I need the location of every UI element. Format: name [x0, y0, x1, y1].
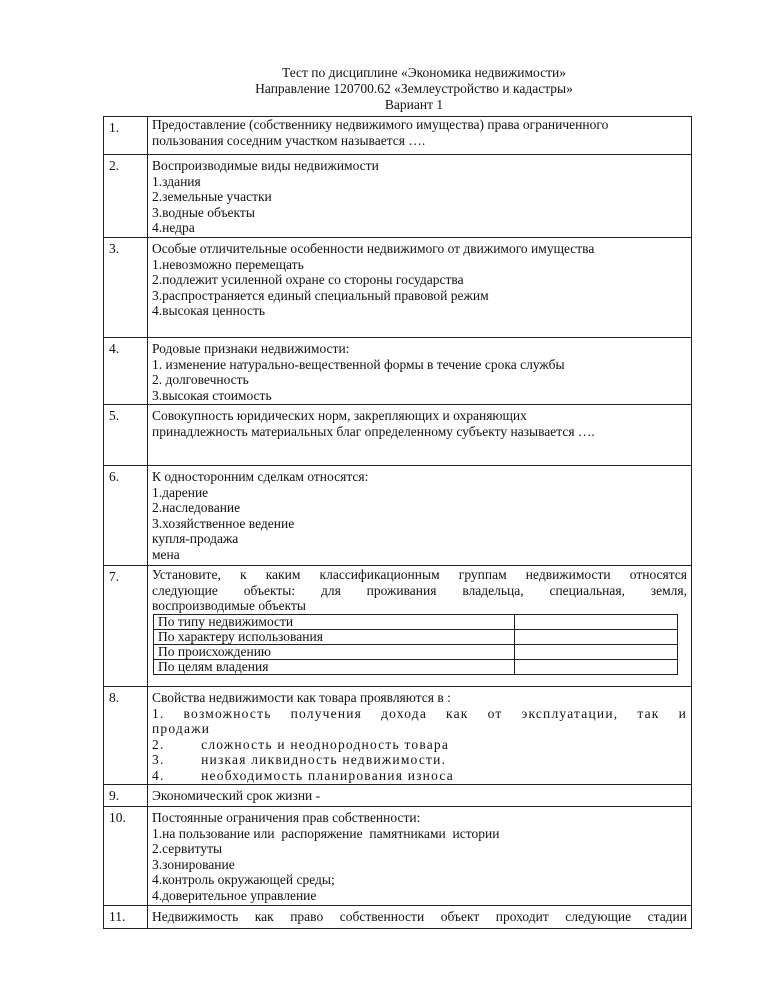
- answer-option: 1.на пользование или распоряжение памятниками истории: [152, 825, 500, 841]
- table-cell: По типу недвижимости: [154, 615, 515, 630]
- question-number: 3.: [104, 238, 148, 337]
- question-number: 7.: [104, 566, 148, 686]
- answer-option: 3.зонирование: [152, 856, 235, 872]
- answer-option: 1. возможность получения дохода как от эксплуатации, так и: [152, 705, 687, 721]
- question-line: Особые отличительные особенности недвижимого от движимого имущества: [152, 241, 595, 256]
- question-line: Экономический срок жизни -: [152, 788, 321, 803]
- answer-option: 3. низкая ликвидность недвижимости.: [152, 752, 447, 767]
- question-line: Свойства недвижимости как товара проявляются в :: [152, 690, 451, 705]
- question-line: Воспроизводимые виды недвижимости: [152, 158, 379, 173]
- question-content: [149, 906, 691, 928]
- answer-option: 1.здания: [152, 173, 201, 189]
- question-row-11: [103, 905, 692, 929]
- question-line: Постоянные ограничения прав собственности:: [152, 810, 421, 825]
- table-row: [154, 615, 678, 630]
- question-number: 6.: [104, 466, 148, 565]
- answer-option: 1.дарение: [152, 484, 209, 500]
- question-line: Недвижимость как право собственности объект проходит следующие стадии: [152, 909, 687, 924]
- question-number: 4.: [104, 338, 148, 404]
- answer-cell[interactable]: [515, 615, 678, 630]
- answer-option: мена: [152, 546, 180, 562]
- answer-cell[interactable]: [515, 660, 678, 675]
- question-row-1: [103, 116, 692, 155]
- question-line: воспроизводимые объекты: [152, 598, 306, 613]
- question-number: 5.: [104, 405, 148, 465]
- question-content: [149, 155, 691, 237]
- table-row: [154, 645, 678, 660]
- question-row-10: [103, 806, 692, 906]
- question-number: 11.: [104, 906, 148, 928]
- question-number: 10.: [104, 807, 148, 905]
- answer-option: 2. сложность и неоднородность товара: [152, 736, 450, 752]
- question-content: [149, 238, 691, 337]
- question-line: Предоставление (собственнику недвижимого имущества) права ограниченного: [152, 117, 609, 132]
- question-line: Родовые признаки недвижимости:: [152, 341, 350, 356]
- direction-line: Направление 120700.62 «Землеустройство и кадастры»: [255, 81, 573, 96]
- variant-line: Вариант 1: [384, 97, 444, 112]
- question-row-9: [103, 784, 692, 807]
- classification-table: [153, 614, 678, 675]
- answer-option: купля-продажа: [152, 531, 239, 546]
- answer-option: 2. долговечность: [152, 372, 249, 387]
- question-row-5: [103, 404, 692, 466]
- table-cell: По целям владения: [154, 660, 515, 675]
- question-number: 2.: [104, 155, 148, 237]
- answer-option: 4. необходимость планирования износа: [152, 767, 454, 783]
- question-line: следующие объекты: для проживания владельца, специальная, земля,: [152, 582, 687, 598]
- question-number: 8.: [104, 687, 148, 784]
- answer-option: 2.наследование: [152, 500, 241, 515]
- question-line: Установите, к каким классификационным группам недвижимости относятся: [152, 567, 687, 582]
- question-content: [149, 117, 691, 154]
- answer-option: 1.невозможно перемещать: [152, 256, 304, 272]
- table-cell: По характеру использования: [154, 630, 515, 645]
- answer-option: 3.высокая стоимость: [152, 387, 272, 403]
- question-content: [149, 687, 691, 784]
- question-line: К односторонним сделкам относятся:: [152, 469, 369, 484]
- test-title: Тест по дисциплине «Экономика недвижимости»: [281, 65, 567, 80]
- question-line: принадлежность материальных благ определенному субъекту называется ….: [152, 423, 595, 439]
- question-line: пользования соседним участком называется ….: [152, 132, 426, 148]
- question-content: [149, 338, 691, 404]
- question-line: Совокупность юридических норм, закрепляющих и охраняющих: [152, 408, 527, 423]
- answer-option: 3.водные объекты: [152, 204, 255, 220]
- question-row-2: [103, 154, 692, 238]
- answer-option: 1. изменение натурально-вещественной формы в течение срока службы: [152, 356, 565, 372]
- answer-option: 4.высокая ценность: [152, 303, 266, 318]
- question-content: [149, 807, 691, 905]
- table-row: [154, 630, 678, 645]
- answer-option: 4.недра: [152, 220, 195, 235]
- answer-cell[interactable]: [515, 630, 678, 645]
- question-content: [149, 785, 691, 806]
- answer-option: 3.распространяется единый специальный правовой режим: [152, 287, 489, 303]
- question-content: [149, 466, 691, 565]
- table-cell: По происхождению: [154, 645, 515, 660]
- question-number: 1.: [104, 117, 148, 154]
- answer-option: 2.сервитуты: [152, 841, 223, 856]
- answer-option: 3.хозяйственное ведение: [152, 515, 295, 531]
- answer-option: 2.земельные участки: [152, 189, 272, 204]
- question-row-4: [103, 337, 692, 405]
- answer-option: 4.доверительное управление: [152, 887, 317, 903]
- question-content: [149, 405, 691, 465]
- question-row-6: [103, 465, 692, 566]
- answer-option: 2.подлежит усиленной охране со стороны государства: [152, 272, 464, 287]
- answer-cell[interactable]: [515, 645, 678, 660]
- answer-option: продажи: [152, 721, 211, 736]
- table-row: [154, 660, 678, 675]
- answer-option: 4.контроль окружающей среды;: [152, 872, 335, 887]
- question-row-8: [103, 686, 692, 785]
- question-row-3: [103, 237, 692, 338]
- question-number: 9.: [104, 785, 148, 806]
